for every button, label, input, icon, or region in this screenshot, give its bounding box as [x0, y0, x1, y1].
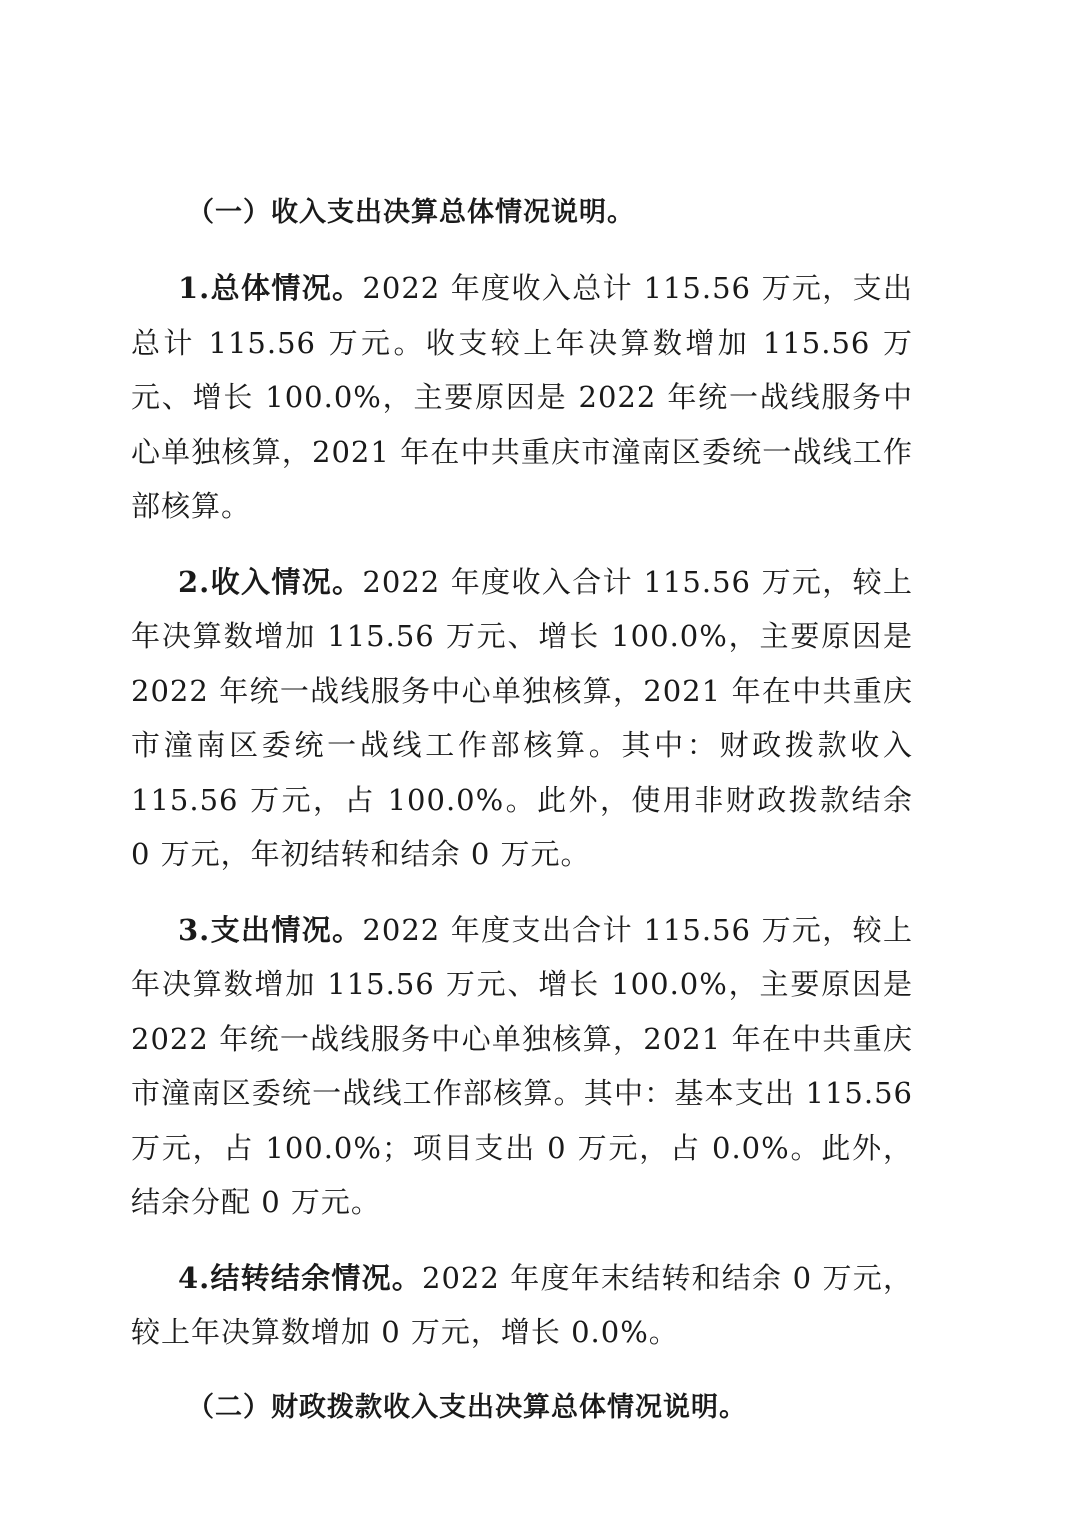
paragraph-carryover: [131, 1251, 913, 1360]
section-heading-2: （二）财政拨款收入支出决算总体情况说明。: [187, 1391, 747, 1423]
paragraph-expenditure: [131, 903, 913, 1230]
paragraph-lead: 1.总体情况。: [178, 271, 363, 305]
paragraph-lead: 4.结转结余情况。: [178, 1260, 423, 1295]
paragraph-body: 2022 年度年末结转和结余 0 万元，较上年决算数增加 0 万元，增长 0.0%。: [131, 1260, 913, 1349]
document-page: [131, 186, 913, 1435]
paragraph-body: 2022 年度支出合计 115.56 万元，较上年决算数增加 115.56 万元、增长 100.0%，主要原因是 2022 年统一战线服务中心单独核算，2021 年在中共重庆市潼南区委统一战线工作部核算。其中：基本支出 115.56 万元，占 100.0%；项目支出 0 万元，占 0.0%。此外，结余分配 0 万元。: [131, 912, 913, 1219]
paragraph-lead: 3.支出情况。: [178, 912, 363, 947]
paragraph-body: 2022 年度收入合计 115.56 万元，较上年决算数增加 115.56 万元、增长 100.0%，主要原因是 2022 年统一战线服务中心单独核算，2021 年在中共重庆市潼南区委统一战线工作部核算。其中：财政拨款收入 115.56 万元，占 100.0%。此外，使用非财政拨款结余 0 万元，年初结转和结余 0 万元。: [131, 564, 913, 871]
paragraph-body: 2022 年度收入总计 115.56 万元，支出总计 115.56 万元。收支较上年决算数增加 115.56 万元、增长 100.0%，主要原因是 2022 年统一战线服务中心单独核算，2021 年在中共重庆市潼南区委统一战线工作部核算。: [131, 271, 913, 523]
paragraph-income: [131, 555, 913, 882]
paragraph-overall: [131, 261, 913, 534]
section-heading-1: （一）收入支出决算总体情况说明。: [187, 197, 635, 228]
paragraph-lead: 2.收入情况。: [178, 564, 363, 599]
